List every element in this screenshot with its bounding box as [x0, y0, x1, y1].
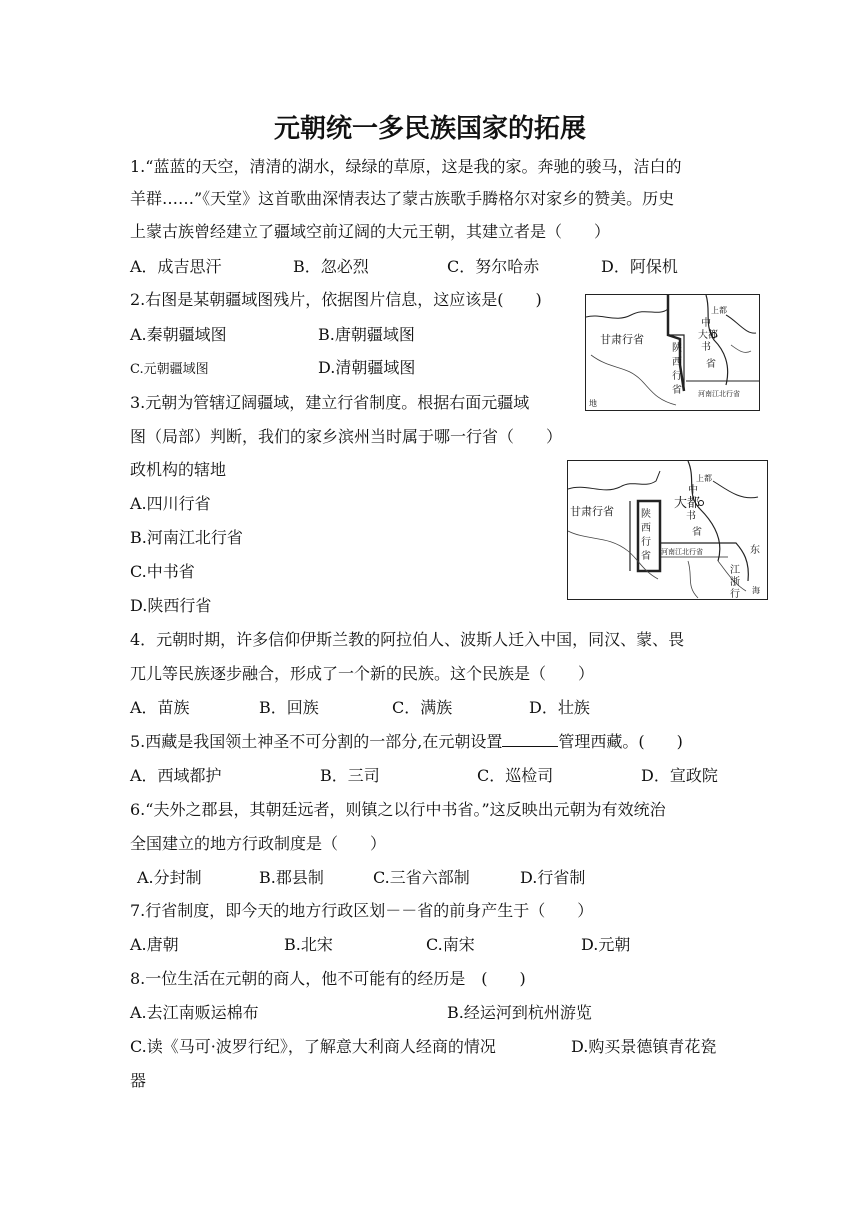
q5-option-b[interactable]: B．三司 [320, 766, 380, 785]
q8-option-b[interactable]: B.经运河到杭州游览 [447, 1003, 592, 1022]
q5-stem-after: 管理西藏。( ) [558, 732, 683, 751]
q2-option-d[interactable]: D.清朝疆域图 [318, 358, 416, 377]
q6-line2: 全国建立的地方行政制度是（ ） [130, 834, 387, 853]
q8-option-a[interactable]: A.去江南贩运棉布 [130, 1003, 259, 1022]
map1-label-henan: 河南江北行省 [698, 390, 740, 398]
map2-label-hai: 海 [752, 586, 760, 595]
map2-label-zhe: 浙 [730, 577, 740, 588]
q3-option-b[interactable]: B.河南江北行省 [130, 528, 243, 547]
q3-option-c[interactable]: C.中书省 [130, 562, 195, 581]
map2-label-gansu: 甘肃行省 [570, 505, 614, 518]
map2-label-xing: 行 [641, 537, 651, 548]
q6-option-d[interactable]: D.行省制 [520, 868, 586, 887]
q5-stem-before: 5.西藏是我国领土神圣不可分割的一部分,在元朝设置 [130, 732, 503, 751]
q5-option-a[interactable]: A．西域都护 [130, 766, 222, 785]
q5-option-c[interactable]: C．巡检司 [477, 766, 554, 785]
map1-label-shan: 陕 [672, 343, 682, 354]
map1-label-xing: 行 [672, 371, 682, 382]
map2-label-zhong: 中 [688, 485, 698, 496]
map2-label-sheng2: 省 [692, 527, 702, 538]
map1-label-sheng: 省 [672, 385, 682, 396]
map2-label-dong: 东 [750, 545, 760, 556]
map1-label-gansu: 甘肃行省 [600, 333, 644, 346]
q1-option-b[interactable]: B．忽必烈 [293, 257, 369, 276]
q6-option-a[interactable]: A.分封制 [137, 868, 202, 887]
q8-option-d-continuation: 器 [130, 1071, 147, 1090]
map1-label-sheng2: 省 [706, 359, 716, 370]
map-fragment-2 [567, 460, 768, 600]
q4-option-d[interactable]: D．壮族 [529, 698, 590, 717]
map2-label-shan: 陕 [641, 509, 651, 520]
q6-line1: 6.“夫外之郡县，其朝廷远者，则镇之以行中书省。”这反映出元朝为有效统治 [130, 800, 666, 819]
q1-line1: 1.“蓝蓝的天空，清清的湖水，绿绿的草原，这是我的家。奔驰的骏马，洁白的 [130, 157, 682, 176]
map2-label-shangdu: 上都 [696, 474, 712, 483]
q4-line1: 4．元朝时期，许多信仰伊斯兰教的阿拉伯人、波斯人迁入中国，同汉、蒙、畏 [130, 630, 685, 649]
q2-option-b[interactable]: B.唐朝疆域图 [318, 325, 415, 344]
q1-line2: 羊群……”《天堂》这首歌曲深情表达了蒙古族歌手腾格尔对家乡的赞美。历史 [130, 189, 675, 208]
q3-line1: 3.元朝为管辖辽阔疆域，建立行省制度。根据右面元疆域 [130, 393, 530, 412]
q1-option-c[interactable]: C．努尔哈赤 [447, 257, 540, 276]
q5-answer-blank[interactable] [502, 732, 558, 747]
q7-option-d[interactable]: D.元朝 [581, 935, 631, 954]
map2-label-dadu: 大都 [674, 496, 701, 511]
q3-option-d[interactable]: D.陕西行省 [130, 596, 212, 615]
q7-option-a[interactable]: A.唐朝 [130, 935, 179, 954]
q8-option-d[interactable]: D.购买景德镇青花瓷 [571, 1037, 717, 1056]
q1-line3: 上蒙古族曾经建立了疆域空前辽阔的大元王朝，其建立者是（ ） [130, 222, 611, 241]
q7-option-c[interactable]: C.南宋 [426, 935, 475, 954]
q3-line3: 政机构的辖地 [130, 460, 227, 479]
q7-stem: 7.行省制度，即今天的地方行政区划－－省的前身产生于（ ） [130, 901, 594, 920]
q2-stem: 2.右图是某朝疆域图残片，依据图片信息，这应该是( ) [130, 290, 542, 309]
q2-option-c[interactable]: C.元朝疆域图 [130, 362, 209, 377]
q1-option-d[interactable]: D．阿保机 [601, 257, 678, 276]
map1-label-dadu: 大都 [698, 330, 718, 341]
q8-stem: 8.一位生活在元朝的商人，他不可能有的经历是 ( ) [130, 969, 526, 988]
map1-label-di: 地 [589, 399, 597, 408]
map2-label-henan: 河南江北行省 [661, 548, 703, 556]
q4-line2: 兀儿等民族逐步融合，形成了一个新的民族。这个民族是（ ） [130, 664, 595, 683]
q2-option-a[interactable]: A.秦朝疆域图 [130, 325, 227, 344]
map2-label-sheng: 省 [641, 551, 651, 562]
q4-option-c[interactable]: C．满族 [392, 698, 453, 717]
map2-label-jiang: 江 [730, 565, 740, 576]
q5-stem [130, 732, 683, 752]
map2-label-shu: 书 [686, 511, 696, 522]
map-fragment-1 [585, 294, 760, 411]
q6-option-c[interactable]: C.三省六部制 [373, 868, 470, 887]
page-title: 元朝统一多民族国家的拓展 [273, 114, 586, 144]
q6-option-b[interactable]: B.郡县制 [259, 868, 324, 887]
q4-option-b[interactable]: B．回族 [259, 698, 319, 717]
q7-option-b[interactable]: B.北宋 [284, 935, 333, 954]
q8-option-c[interactable]: C.读《马可·波罗行纪》，了解意大利商人经商的情况 [130, 1037, 496, 1056]
map1-label-zhong: 中 [701, 318, 711, 329]
map1-label-shangdu: 上都 [711, 306, 727, 315]
q5-option-d[interactable]: D．宣政院 [641, 766, 718, 785]
q4-option-a[interactable]: A．苗族 [130, 698, 190, 717]
q3-line2: 图（局部）判断，我们的家乡滨州当时属于哪一行省（ ） [130, 427, 563, 446]
map2-label-xing2: 行 [730, 589, 740, 599]
q1-option-a[interactable]: A．成吉思汗 [130, 257, 222, 276]
q3-option-a[interactable]: A.四川行省 [130, 494, 211, 513]
map1-label-shu: 书 [701, 342, 711, 353]
map2-label-xi: 西 [641, 523, 651, 534]
map1-label-xi: 西 [672, 357, 682, 368]
